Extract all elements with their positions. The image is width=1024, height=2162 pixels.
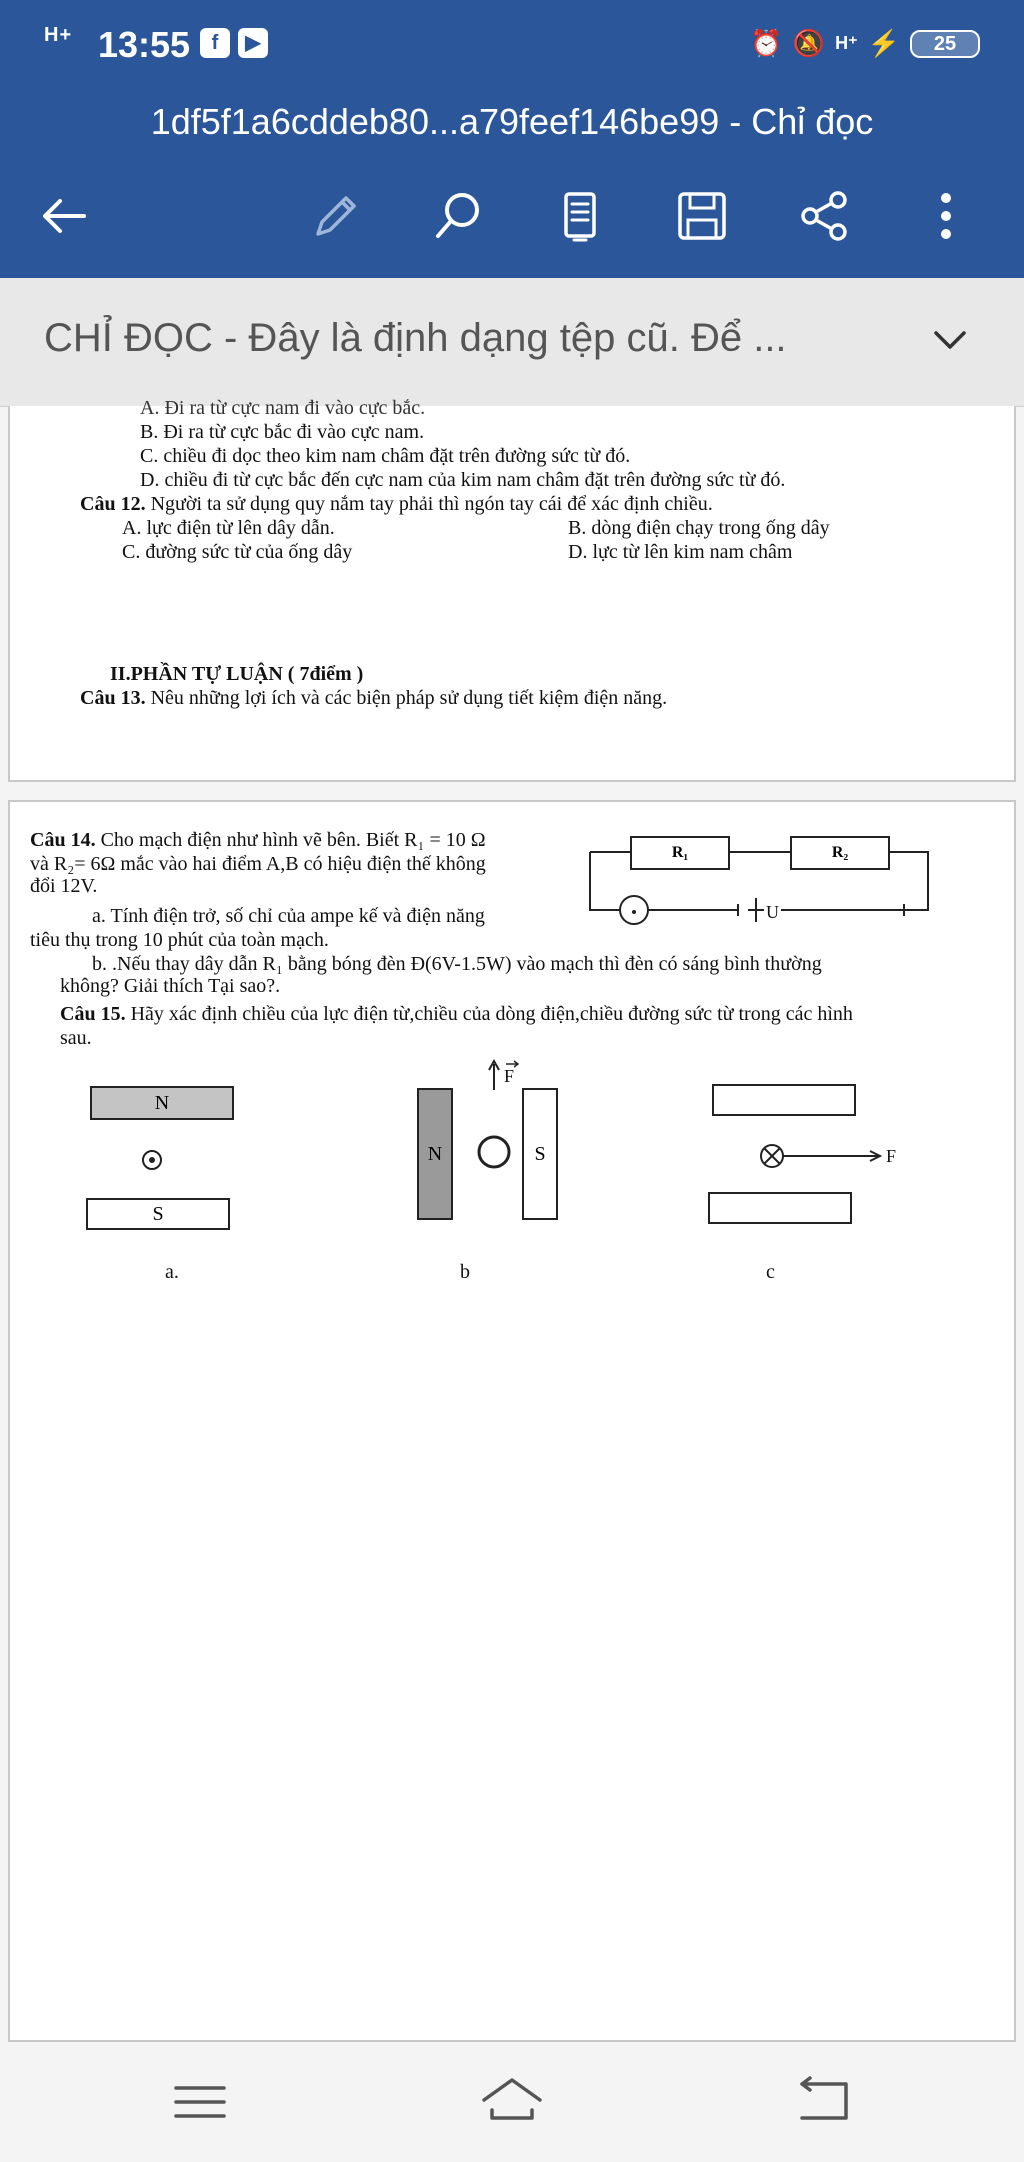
question-14-a-line-2: tiêu thụ trong 10 phút của toàn mạch.	[30, 929, 329, 951]
youtube-icon: ▶	[238, 28, 268, 58]
read-only-banner[interactable]	[0, 278, 1024, 407]
home-icon[interactable]	[480, 2070, 544, 2134]
status-bar	[0, 0, 1024, 92]
charging-icon: ⚡	[867, 28, 900, 58]
q12-option-a: A. lực điện từ lên dây dẫn.	[122, 517, 335, 539]
share-icon[interactable]	[796, 188, 852, 244]
question-13-text: Nêu những lợi ích và các biện pháp sử dụng tiết kiệm điện năng.	[145, 687, 668, 709]
notification-icons	[200, 28, 268, 58]
facebook-icon: f	[200, 28, 230, 58]
fig-b-conductor-icon	[476, 1134, 512, 1170]
chevron-down-icon[interactable]	[928, 318, 972, 362]
battery-indicator: 25	[910, 30, 980, 58]
section-2-heading: II.PHẦN TỰ LUẬN ( 7điểm )	[110, 663, 364, 685]
back-icon[interactable]	[792, 2070, 856, 2134]
question-12	[80, 492, 713, 516]
doc-line-b: B. Đi ra từ cực bắc đi vào cực nam.	[140, 421, 425, 443]
question-15-line-1: Hãy xác định chiều của lực điện từ,chiều của dòng điện,chiều đường sức từ trong các hình	[125, 1003, 853, 1025]
question-14-label: Câu 14.	[30, 829, 96, 851]
q12-option-b: B. dòng điện chạy trong ống dây	[568, 517, 830, 539]
search-icon[interactable]	[430, 188, 486, 244]
question-14-line-3: đổi 12V.	[30, 875, 98, 897]
current-out-of-page-icon	[140, 1148, 164, 1172]
system-nav-bar	[0, 2042, 1024, 2162]
banner-text: CHỈ ĐỌC - Đây là định dạng tệp cũ. Để ...	[44, 316, 787, 360]
resistor-r2: R₂	[790, 836, 890, 870]
fig-a-caption: a.	[165, 1261, 179, 1283]
mute-icon: 🔕	[792, 28, 826, 58]
more-icon[interactable]	[918, 188, 974, 244]
doc-line-d: D. chiều đi từ cực bắc đến cực nam của kim nam châm đặt trên đường sức từ đó.	[140, 469, 786, 491]
doc-line-c: C. chiều đi dọc theo kim nam châm đặt trên đường sức từ đó.	[140, 445, 631, 467]
question-14-b-line-2: không? Giải thích Tại sao?.	[60, 975, 281, 997]
document-title: 1df5f1a6cddeb80...a79feef146be99 - Chỉ đọc	[150, 101, 874, 142]
question-13	[80, 686, 667, 710]
reading-view-icon[interactable]	[552, 188, 608, 244]
question-14-b-line-1: b. .Nếu thay dây dẫn R₁ bằng bóng đèn Đ(6V-1.5W) vào mạch thì đèn có sáng bình thường	[92, 953, 822, 975]
question-15-label: Câu 15.	[60, 1003, 126, 1025]
q12-option-c: C. đường sức từ của ống dây	[122, 541, 353, 563]
fig-b-caption: b	[460, 1261, 470, 1283]
doc-line-cut: A. Đi ra từ cực nam đi vào cực bắc.	[140, 397, 426, 419]
pencil-icon[interactable]	[308, 188, 364, 244]
fig-c-top-magnet	[712, 1084, 856, 1116]
save-icon[interactable]	[674, 188, 730, 244]
toolbar	[0, 170, 1024, 260]
question-13-label: Câu 13.	[80, 687, 146, 709]
fig-a-south-magnet: S	[86, 1198, 230, 1230]
question-14-line-2: và R₂= 6Ω mắc vào hai điểm A,B có hiệu điện thế không	[30, 853, 486, 875]
fig-c-caption: c	[766, 1261, 775, 1283]
fig-b-force-label: F	[504, 1066, 515, 1086]
question-12-text: Người ta sử dụng quy nắm tay phải thì ngón tay cái để xác định chiều.	[145, 493, 713, 515]
voltage-label: U	[766, 902, 779, 922]
document-page-1	[8, 397, 1016, 782]
question-14	[30, 828, 486, 852]
network-hplus-icon: H⁺	[835, 33, 858, 53]
fig-c-bottom-magnet	[708, 1192, 852, 1224]
back-arrow-icon[interactable]	[36, 188, 92, 244]
app-bar	[0, 0, 1024, 278]
question-12-label: Câu 12.	[80, 493, 146, 515]
question-14-a-line-1: a. Tính điện trở, số chỉ của ampe kế và điện năng	[92, 905, 485, 927]
q12-option-d: D. lực từ lên kim nam châm	[568, 541, 793, 563]
network-indicator: H+	[44, 24, 73, 46]
fig-a-north-magnet: N	[90, 1086, 234, 1120]
question-15-line-2: sau.	[60, 1027, 92, 1049]
fig-c-force-arrow	[758, 1136, 888, 1176]
status-right	[750, 28, 980, 59]
status-time: 13:55	[98, 24, 191, 65]
resistor-r1: R₁	[630, 836, 730, 870]
alarm-icon: ⏰	[750, 28, 783, 58]
circuit-diagram	[578, 830, 938, 940]
question-15	[60, 1002, 853, 1026]
fig-c-force-label: F	[886, 1146, 897, 1166]
fig-b-south-magnet: S	[522, 1088, 558, 1220]
menu-icon[interactable]	[168, 2070, 232, 2134]
fig-b-north-magnet: N	[417, 1088, 453, 1220]
question-14-line-1: Cho mạch điện như hình vẽ bên. Biết R₁ = 10 Ω	[95, 829, 486, 851]
document-page-2	[8, 800, 1016, 2042]
